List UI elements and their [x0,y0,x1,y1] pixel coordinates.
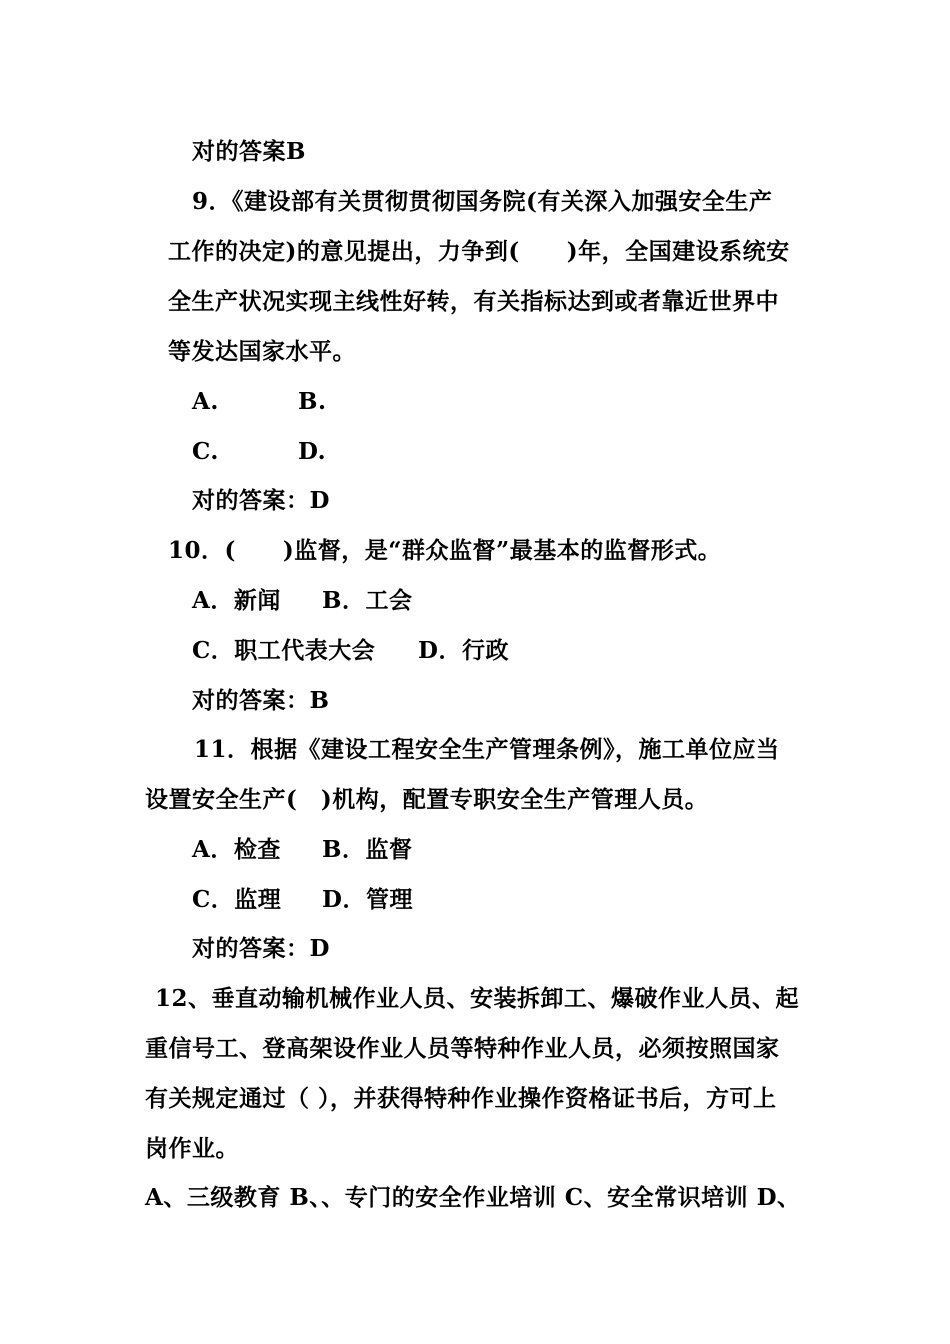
question-12-line-3: 有关规定通过（ ），并获得特种作业操作资格证书后，方可上 [145,1085,777,1112]
q11-option-d: D．管理 [322,886,413,913]
answer-q8: 对的答案B [192,138,306,165]
question-9-line-2: 工作的决定)的意见提出，力争到( )年，全国建设系统安 [168,238,790,265]
question-12-line-4: 岗作业。 [145,1135,239,1162]
q9-option-a: A. [192,388,219,415]
question-11-line-2: 设置安全生产( )机构，配置专职安全生产管理人员。 [145,786,709,813]
answer-q9: 对的答案：D [192,487,330,514]
q9-option-b: B. [298,388,327,415]
question-10: 10．( )监督，是“群众监督”最基本的监督形式。 [168,537,722,564]
q11-option-a: A．检查 [192,836,281,863]
answer-q10: 对的答案：B [192,687,330,714]
q9-option-d: D. [298,438,327,465]
q12-options: A、三级教育 B、、专门的安全作业培训 C、安全常识培训 D、 [145,1184,801,1211]
question-12-line-2: 重信号工、登高架设作业人员等特种作业人员，必须按照国家 [145,1035,780,1062]
answer-q11: 对的答案：D [192,935,330,962]
q10-option-d: D．行政 [418,637,509,664]
question-9-line-3: 全生产状况实现主线性好转，有关指标达到或者靠近世界中 [168,288,779,315]
q10-option-c: C．职工代表大会 [192,637,376,664]
q9-option-c: C. [192,438,219,465]
question-9-line-1: 9．《建设部有关贯彻贯彻国务院(有关深入加强安全生产 [192,188,773,215]
question-9-line-4: 等发达国家水平。 [168,338,356,365]
q11-option-b: B．监督 [322,836,413,863]
q10-option-a: A．新闻 [192,587,281,614]
question-12-line-1: 12、垂直动输机械作业人员、安装拆卸工、爆破作业人员、起 [155,985,800,1012]
question-11-line-1: 11．根据《建设工程安全生产管理条例》，施工单位应当 [194,736,780,763]
q11-option-c: C．监理 [192,886,282,913]
q10-option-b: B．工会 [322,587,413,614]
